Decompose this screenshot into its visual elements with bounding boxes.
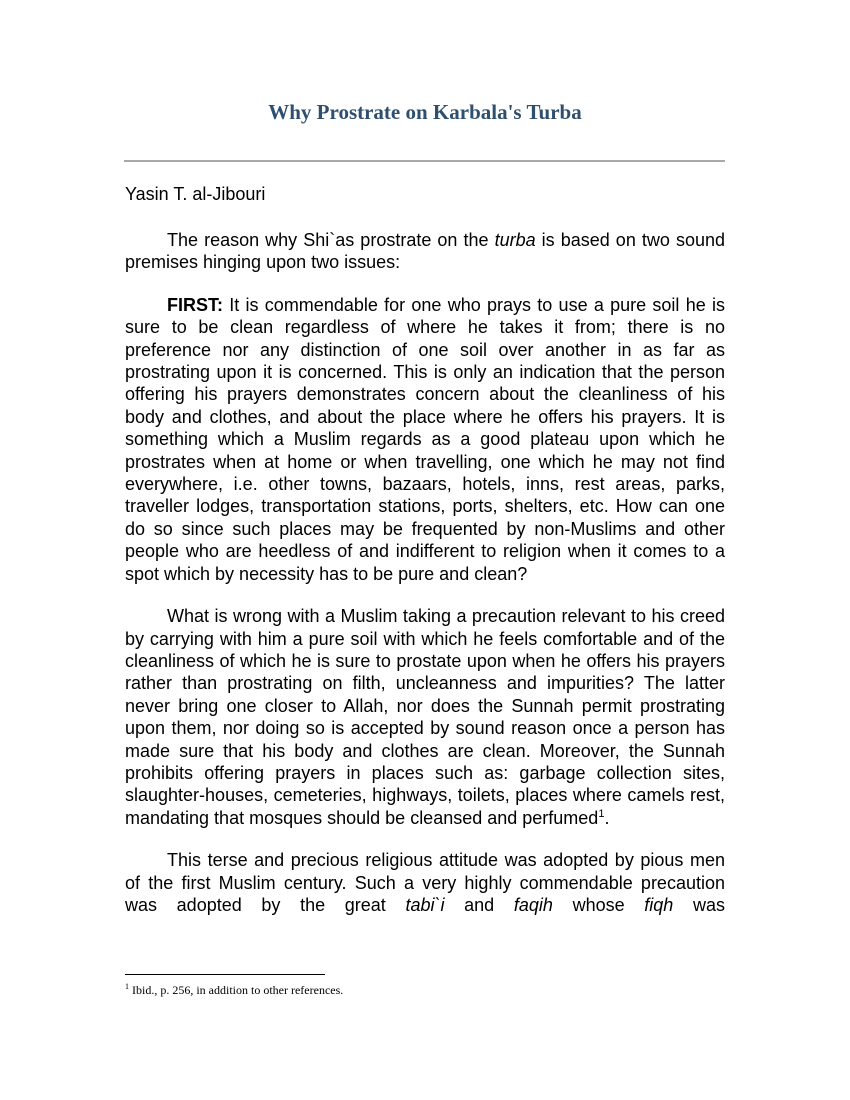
term-fiqh: fiqh [644,894,674,915]
paragraph-4: This terse and precious religious attitude was adopted by pious men of the first Muslim century. Such a very highly commendable precaution was adopted by the great tabi`i and faqih whose fiqh was [125,850,725,915]
term-tabii: tabi`i [405,894,445,915]
paragraph-3: What is wrong with a Muslim taking a precaution relevant to his creed by carrying with him a pure soil with which he feels comfortable and of the cleanliness of which he is sure to prostate upon when he offers his prayers rather than prostrating on filth, uncleanness and impurities? The latter never bring one closer to Allah, nor does the Sunnah permit prostrating upon them, nor doing so is accepted by sound reason once a person has made sure that his body and clothes are clean. Moreover, the Sunnah prohibits offering prayers in places such as: garbage collection sites, slaughter-houses, cemeteries, highways, toilets, places where camels rest, mandating that mosques should be cleansed and perfumed$^1$. [125,606,725,828]
footnote [125,983,343,998]
title-divider [124,160,725,162]
paragraph-2: FIRST: It is commendable for one who prays to use a pure soil he is sure to be clean regardless of where he takes it from; there is no preference nor any distinction of one soil over another in as far as prostrating upon it is concerned. This is only an indication that the person offering his prayers demonstrates concern about the cleanliness of his body and clothes, and about the place where he offers his prayers. It is something which a Muslim regards as a good plateau upon which he prostrates when at home or when travelling, one which he may not find everywhere, i.e. other towns, bazaars, hotels, inns, rest areas, parks, traveller lodges, transportation stations, ports, shelters, etc. How can one do so since such places may be frequented by non-Muslims and other people who are heedless of and indifferent to religion when it comes to a spot which by necessity has to be pure and clean? [125,294,725,584]
footnote-text: Ibid., p. 256, in addition to other references. [129,983,344,997]
footnote-reference: 1 [598,807,605,820]
paragraph-label-first: FIRST: [167,294,223,315]
author-name: Yasin T. al-Jibouri [125,184,266,204]
paragraph-1: The reason why Shi`as prostrate on the turba is based on two sound premises hinging upon two issues: [125,230,725,273]
term-turba: turba [494,230,536,250]
footnote-divider [125,974,325,975]
term-faqih: faqih [513,894,553,915]
document-body [125,229,725,936]
document-title: Why Prostrate on Karbala's Turba [268,100,582,124]
footnote-number: 1 [125,982,129,991]
